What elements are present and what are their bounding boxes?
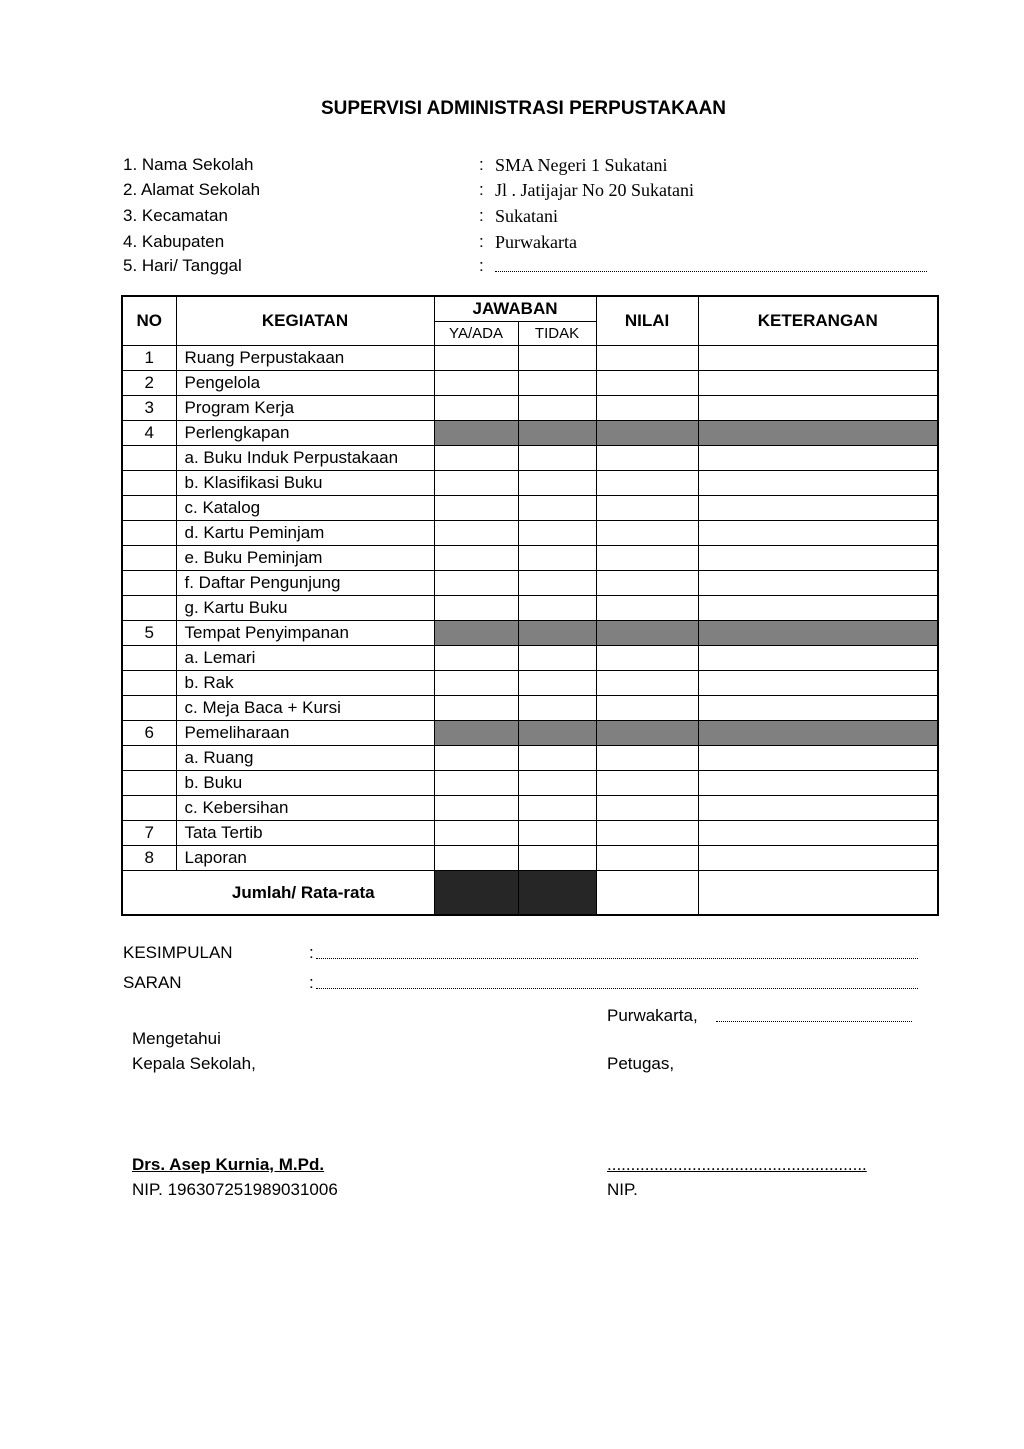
info-value-alamat: Jl . Jatijajar No 20 Sukatani [495,180,694,200]
row-kegiatan: a. Buku Induk Perpustakaan [176,446,434,471]
table-row [122,596,938,621]
row-nilai-cell[interactable] [596,746,698,771]
row-tidak-cell[interactable] [518,346,596,371]
row-no: 2 [122,371,176,396]
row-nilai-cell [596,721,698,746]
row-tidak-cell[interactable] [518,671,596,696]
row-kegiatan: f. Daftar Pengunjung [176,571,434,596]
row-ya-ada-cell[interactable] [434,371,518,396]
header-nilai: NILAI [596,296,698,346]
table-row [122,796,938,821]
row-ya-ada-cell[interactable] [434,346,518,371]
table-row [122,396,938,421]
row-keterangan-cell[interactable] [698,396,938,421]
kesimpulan-label: KESIMPULAN [123,943,233,962]
row-tidak-cell[interactable] [518,646,596,671]
row-no: 1 [122,346,176,371]
row-kegiatan: Tata Tertib [176,821,434,846]
saran-colon: : [309,973,314,992]
row-nilai-cell[interactable] [596,471,698,496]
row-nilai-cell[interactable] [596,821,698,846]
row-nilai-cell [596,421,698,446]
row-tidak-cell[interactable] [518,571,596,596]
row-nilai-cell[interactable] [596,596,698,621]
row-tidak-cell [518,621,596,646]
row-kegiatan: a. Ruang [176,746,434,771]
row-no [122,696,176,721]
row-keterangan-cell[interactable] [698,371,938,396]
table-row [122,496,938,521]
table-row [122,696,938,721]
table-body [122,346,938,871]
row-tidak-cell[interactable] [518,846,596,871]
kesimpulan-dotted-line[interactable] [316,958,918,959]
date-dotted-line[interactable] [716,1021,912,1022]
row-ya-ada-cell[interactable] [434,821,518,846]
row-kegiatan: Program Kerja [176,396,434,421]
info-label-alamat: 2. Alamat Sekolah [123,180,261,199]
row-ya-ada-cell[interactable] [434,396,518,421]
row-nilai-cell[interactable] [596,646,698,671]
info-colon: : [479,206,484,225]
row-no [122,571,176,596]
row-ya-ada-cell[interactable] [434,671,518,696]
row-kegiatan: e. Buku Peminjam [176,546,434,571]
row-tidak-cell[interactable] [518,446,596,471]
row-no [122,471,176,496]
table-row [122,446,938,471]
row-tidak-cell[interactable] [518,546,596,571]
row-ya-ada-cell[interactable] [434,746,518,771]
row-ya-ada-cell[interactable] [434,696,518,721]
row-keterangan-cell[interactable] [698,521,938,546]
row-keterangan-cell[interactable] [698,496,938,521]
row-ya-ada-cell[interactable] [434,546,518,571]
row-kegiatan: d. Kartu Peminjam [176,521,434,546]
row-no [122,596,176,621]
info-label-kecamatan: 3. Kecamatan [123,206,228,225]
total-tidak-cell [518,871,596,916]
row-no: 3 [122,396,176,421]
row-nilai-cell[interactable] [596,696,698,721]
row-no [122,746,176,771]
table-row [122,471,938,496]
row-no: 7 [122,821,176,846]
row-kegiatan: g. Kartu Buku [176,596,434,621]
row-keterangan-cell[interactable] [698,846,938,871]
info-colon: : [479,180,484,199]
table-row [122,371,938,396]
row-ya-ada-cell[interactable] [434,521,518,546]
row-keterangan-cell[interactable] [698,346,938,371]
kesimpulan-colon: : [309,943,314,962]
row-no: 4 [122,421,176,446]
row-nilai-cell[interactable] [596,346,698,371]
table-row [122,346,938,371]
row-kegiatan: Ruang Perpustakaan [176,346,434,371]
row-keterangan-cell[interactable] [698,446,938,471]
row-tidak-cell [518,421,596,446]
row-nilai-cell[interactable] [596,546,698,571]
row-tidak-cell[interactable] [518,396,596,421]
table-row [122,671,938,696]
row-nilai-cell[interactable] [596,846,698,871]
row-tidak-cell[interactable] [518,596,596,621]
table-row [122,546,938,571]
total-row [122,871,938,916]
table-row [122,746,938,771]
table-row [122,821,938,846]
petugas-label: Petugas, [607,1054,675,1073]
row-nilai-cell[interactable] [596,796,698,821]
row-ya-ada-cell [434,421,518,446]
table-row [122,621,938,646]
place-label: Purwakarta, [607,1006,698,1025]
row-ya-ada-cell[interactable] [434,471,518,496]
row-ya-ada-cell[interactable] [434,796,518,821]
row-kegiatan: c. Meja Baca + Kursi [176,696,434,721]
table-row [122,846,938,871]
row-nilai-cell[interactable] [596,396,698,421]
header-no: NO [122,296,176,346]
row-tidak-cell[interactable] [518,821,596,846]
row-no [122,521,176,546]
row-nilai-cell[interactable] [596,771,698,796]
row-nilai-cell [596,621,698,646]
row-tidak-cell[interactable] [518,746,596,771]
row-keterangan-cell[interactable] [698,696,938,721]
row-keterangan-cell[interactable] [698,471,938,496]
table-row [122,571,938,596]
table-row [122,646,938,671]
row-nilai-cell[interactable] [596,496,698,521]
table-row [122,771,938,796]
row-keterangan-cell[interactable] [698,646,938,671]
row-no [122,496,176,521]
total-nilai-cell[interactable] [596,871,698,916]
row-no [122,446,176,471]
row-no [122,771,176,796]
row-kegiatan: c. Katalog [176,496,434,521]
row-keterangan-cell[interactable] [698,596,938,621]
row-kegiatan: c. Kebersihan [176,796,434,821]
row-kegiatan: Perlengkapan [176,421,434,446]
row-kegiatan: b. Buku [176,771,434,796]
row-keterangan-cell[interactable] [698,546,938,571]
row-kegiatan: Pemeliharaan [176,721,434,746]
row-nilai-cell[interactable] [596,446,698,471]
row-no [122,671,176,696]
row-keterangan-cell[interactable] [698,821,938,846]
row-nilai-cell[interactable] [596,571,698,596]
info-colon: : [479,155,484,174]
row-no [122,546,176,571]
row-nilai-cell[interactable] [596,671,698,696]
header-tidak: TIDAK [518,322,596,346]
info-value-nama: SMA Negeri 1 Sukatani [495,155,668,175]
header-jawaban: JAWABAN [434,296,596,322]
total-label: Jumlah/ Rata-rata [122,871,434,916]
petugas-nip: NIP. [607,1180,638,1199]
row-no: 8 [122,846,176,871]
row-ya-ada-cell [434,721,518,746]
row-tidak-cell[interactable] [518,371,596,396]
row-ya-ada-cell[interactable] [434,771,518,796]
row-ya-ada-cell[interactable] [434,571,518,596]
row-no: 5 [122,621,176,646]
info-label-tanggal: 5. Hari/ Tanggal [123,256,242,275]
supervision-table [121,295,939,916]
petugas-name-line: ....................................................... [607,1155,867,1174]
kepala-sekolah-name: Drs. Asep Kurnia, M.Pd. [132,1155,325,1174]
info-colon: : [479,256,484,275]
row-ya-ada-cell [434,621,518,646]
info-label-kabupaten: 4. Kabupaten [123,232,225,251]
row-keterangan-cell[interactable] [698,746,938,771]
row-kegiatan: Tempat Penyimpanan [176,621,434,646]
info-label-nama: 1. Nama Sekolah [123,155,254,174]
row-keterangan-cell [698,421,938,446]
row-kegiatan: a. Lemari [176,646,434,671]
row-keterangan-cell[interactable] [698,571,938,596]
row-keterangan-cell [698,621,938,646]
row-ya-ada-cell[interactable] [434,646,518,671]
table-row [122,421,938,446]
row-kegiatan: b. Klasifikasi Buku [176,471,434,496]
row-no: 6 [122,721,176,746]
row-keterangan-cell[interactable] [698,671,938,696]
row-ya-ada-cell[interactable] [434,846,518,871]
header-ya-ada: YA/ADA [434,322,518,346]
row-keterangan-cell[interactable] [698,771,938,796]
mengetahui-label: Mengetahui [132,1029,221,1048]
info-value-kecamatan: Sukatani [495,206,558,226]
row-tidak-cell[interactable] [518,471,596,496]
table-row [122,721,938,746]
total-keterangan-cell[interactable] [698,871,938,916]
row-ya-ada-cell[interactable] [434,596,518,621]
tanggal-dotted-line [495,271,927,272]
row-nilai-cell[interactable] [596,521,698,546]
info-colon: : [479,232,484,251]
saran-dotted-line[interactable] [316,988,918,989]
row-ya-ada-cell[interactable] [434,446,518,471]
row-keterangan-cell[interactable] [698,796,938,821]
row-tidak-cell[interactable] [518,496,596,521]
row-keterangan-cell [698,721,938,746]
total-ya-cell [434,871,518,916]
row-no [122,796,176,821]
row-nilai-cell[interactable] [596,371,698,396]
info-value-kabupaten: Purwakarta [495,232,577,252]
row-kegiatan: b. Rak [176,671,434,696]
row-tidak-cell[interactable] [518,696,596,721]
row-tidak-cell[interactable] [518,796,596,821]
row-kegiatan: Laporan [176,846,434,871]
row-tidak-cell[interactable] [518,521,596,546]
saran-label: SARAN [123,973,182,992]
row-no [122,646,176,671]
header-keterangan: KETERANGAN [698,296,938,346]
row-tidak-cell[interactable] [518,771,596,796]
header-kegiatan: KEGIATAN [176,296,434,346]
kepala-sekolah-nip: NIP. 196307251989031006 [132,1180,338,1199]
kepala-sekolah-label: Kepala Sekolah, [132,1054,256,1073]
row-tidak-cell [518,721,596,746]
row-ya-ada-cell[interactable] [434,496,518,521]
table-row [122,521,938,546]
page-title: SUPERVISI ADMINISTRASI PERPUSTAKAAN [320,98,727,119]
row-kegiatan: Pengelola [176,371,434,396]
supervision-table-wrap [121,295,937,916]
